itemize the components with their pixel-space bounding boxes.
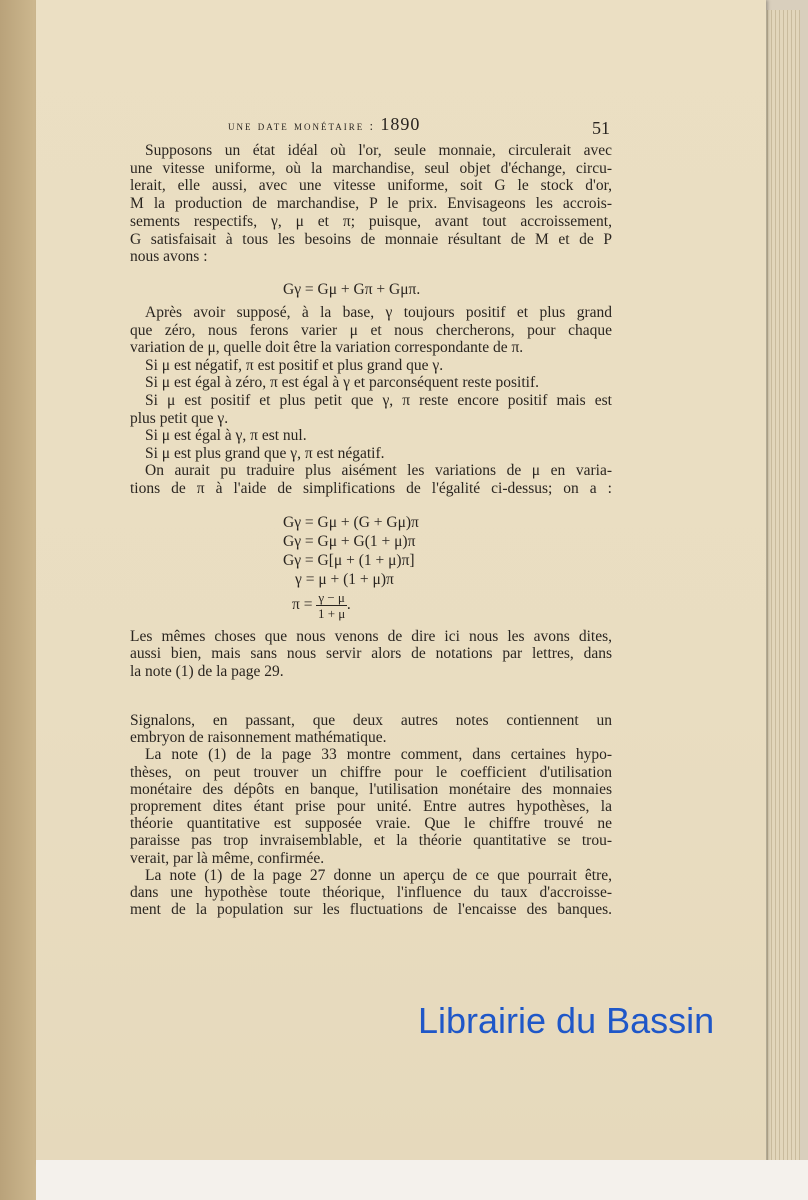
text-line: monétaire des dépôts en banque, l'utilisation monétaire des monnaies (130, 780, 612, 798)
text-line: proprement dites étant prise pour unité. Entre autres hypothèses, la (130, 798, 612, 815)
header-year: 1890 (380, 114, 421, 134)
text-line: nous avons : (130, 248, 208, 266)
equation-lhs: π = (292, 596, 313, 614)
text-line: Les mêmes choses que nous venons de dire ici nous les avons dites, (130, 628, 612, 645)
text-line: La note (1) de la page 27 donne un aperçu de ce que pourrait être, (145, 866, 612, 884)
denominator: 1 + μ (317, 606, 346, 621)
numerator: γ − μ (318, 590, 345, 605)
text-line: une vitesse uniforme, où la marchandise, seul objet d'échange, circu- (130, 159, 612, 177)
equation-end: . (346, 596, 351, 614)
text-line: tions de π à l'aide de simplifications de l'égalité ci-dessus; on a : (130, 480, 612, 497)
text-line: Signalons, en passant, que deux autres notes contiennent un (130, 712, 612, 729)
text-line: paraisse pas trop invraisemblable, et la théorie quantitative se trou- (130, 832, 612, 850)
text-line: la note (1) de la page 29. (130, 662, 284, 680)
equation: Gγ = Gμ + G(1 + μ)π (283, 533, 416, 550)
text-line: plus petit que γ. (130, 409, 229, 427)
text-line: que zéro, nous ferons varier μ et nous chercherons, pour chaque (130, 321, 612, 339)
equation: Gγ = G[μ + (1 + μ)π] (283, 552, 415, 569)
background (36, 1160, 808, 1200)
text-line: On aurait pu traduire plus aisément les variations de μ en varia- (145, 462, 612, 480)
equation: γ = μ + (1 + μ)π (295, 571, 394, 588)
book-gutter (0, 0, 36, 1200)
watermark: Librairie du Bassin (418, 1000, 715, 1041)
fraction (316, 590, 347, 621)
text-line: variation de μ, quelle doit être la variation correspondante de π. (130, 339, 524, 357)
running-header (228, 114, 420, 135)
text-line: G satisfaisait à tous les besoins de monnaie résultant de M et de P (130, 230, 612, 248)
text-line: dans une hypothèse toute théorique, l'influence du taux d'accroisse- (130, 884, 612, 901)
text-line: Supposons un état idéal où l'or, seule monnaie, circulerait avec (145, 142, 612, 159)
page-number: 51 (592, 118, 610, 138)
text-line: Si μ est égal à γ, π est nul. (145, 427, 307, 445)
header-title: une date monétaire : (228, 118, 376, 133)
text-line: Si μ est plus grand que γ, π est négatif. (145, 444, 385, 462)
text-line: La note (1) de la page 33 montre comment, dans certaines hypo- (145, 746, 612, 764)
text-line: sements respectifs, γ, μ et π; puisque, avant tout accroissement, (130, 212, 612, 230)
equation-fraction (292, 590, 351, 621)
equation: Gγ = Gμ + Gπ + Gμπ. (283, 281, 421, 298)
equation: Gγ = Gμ + (G + Gμ)π (283, 514, 419, 531)
text-line: Si μ est négatif, π est positif et plus grand que γ. (145, 356, 444, 374)
text-line: Après avoir supposé, à la base, γ toujours positif et plus grand (145, 304, 612, 321)
text-line: Si μ est positif et plus petit que γ, π reste encore positif mais est (145, 392, 612, 409)
text-line: aussi bien, mais sans nous servir alors de notations par lettres, dans (130, 645, 612, 663)
text-line: embryon de raisonnement mathématique. (130, 729, 387, 747)
text-line: ment de la population sur les fluctuations de l'encaisse des banques. (130, 901, 612, 919)
text-line: théorie quantitative est supposée vraie. Que le chiffre trouvé ne (130, 815, 612, 833)
page-edges (760, 10, 800, 1160)
text-line: M la production de marchandise, P le prix. Envisageons les accrois- (130, 195, 612, 213)
text-line: Si μ est égal à zéro, π est égal à γ et parconséquent reste positif. (145, 374, 539, 392)
text-line: lerait, elle aussi, avec une vitesse uniforme, soit G le stock d'or, (130, 177, 612, 195)
text-line: thèses, on peut trouver un chiffre pour le coefficient d'utilisation (130, 763, 612, 781)
text-line: verait, par là même, confirmée. (130, 849, 325, 867)
